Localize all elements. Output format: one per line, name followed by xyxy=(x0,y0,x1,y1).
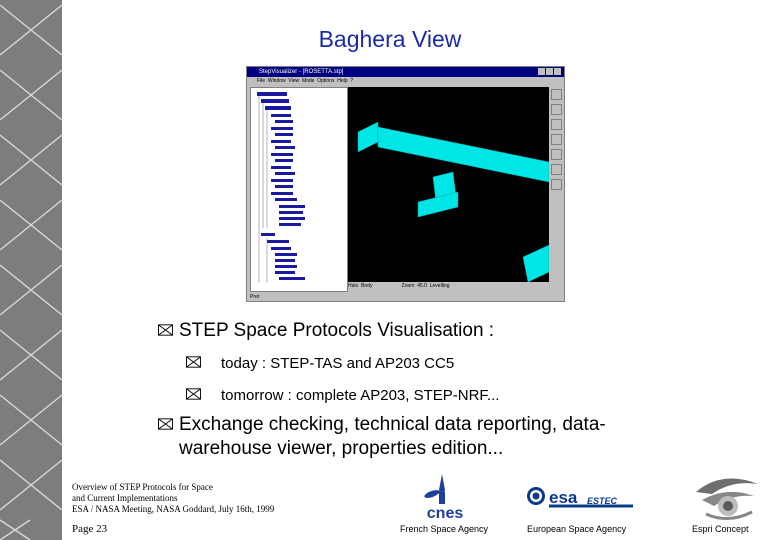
bullet-text: STEP Space Protocols Visualisation : xyxy=(179,320,495,341)
toolbar-button xyxy=(551,149,562,160)
esa-logo xyxy=(525,483,635,513)
model-tree-icon xyxy=(251,88,347,291)
footer-note xyxy=(72,482,274,515)
menu-item: File xyxy=(257,78,266,84)
footer-line: ESA / NASA Meeting, NASA Goddard, July 16th, 1999 xyxy=(72,504,275,514)
menu-item: Window xyxy=(267,78,286,84)
bullet-level2 xyxy=(186,355,454,372)
model-tree-panel xyxy=(250,87,348,292)
viewer-toolbar xyxy=(550,87,564,282)
bullet-text: Exchange checking, technical data reporting, data- xyxy=(179,414,606,435)
status-levelling: Levelling xyxy=(429,283,450,289)
footer-line: Overview of STEP Protocols for Space xyxy=(72,482,213,492)
status-halo: Halo xyxy=(348,283,359,289)
app-screenshot xyxy=(246,66,565,302)
cnes-wordmark: cnes xyxy=(426,505,464,522)
slide-title: Baghera View xyxy=(318,26,462,52)
status-zoom-value: 45.0 xyxy=(417,283,427,289)
espri-label: Espri Concept xyxy=(692,524,749,534)
bullet-level2 xyxy=(186,387,499,404)
envelope-bullet-icon xyxy=(158,324,173,336)
left-decorative-band xyxy=(0,0,62,540)
toolbar-button xyxy=(551,119,562,130)
spacecraft-model-icon xyxy=(348,87,549,282)
espri-eye-logo xyxy=(692,470,762,522)
app-menubar xyxy=(247,77,564,85)
app-status-text: Pret xyxy=(250,294,260,300)
esa-wordmark: esa xyxy=(549,488,578,507)
status-body: Body xyxy=(361,283,373,289)
menu-item: ? xyxy=(350,78,354,84)
toolbar-button xyxy=(551,134,562,145)
bullet-continuation: warehouse viewer, properties edition... xyxy=(179,438,504,459)
menu-item: Help xyxy=(337,78,348,84)
menu-item: View xyxy=(288,78,300,84)
bullet-level1 xyxy=(158,414,606,436)
envelope-bullet-icon xyxy=(158,418,173,430)
crosshatch-decoration xyxy=(0,0,62,540)
page-number: Page 23 xyxy=(72,523,108,535)
status-zoom: Zoom xyxy=(401,283,415,289)
envelope-bullet-icon xyxy=(186,388,201,400)
toolbar-button xyxy=(551,179,562,190)
menu-item: Options xyxy=(317,78,335,84)
esa-label: European Space Agency xyxy=(527,524,627,534)
envelope-bullet-icon xyxy=(186,356,201,368)
app-window-title: StepVisualizer - [ROSETTA.stp] xyxy=(247,67,564,77)
estec-wordmark: ESTEC xyxy=(587,496,618,506)
cnes-logo xyxy=(418,472,472,522)
toolbar-button xyxy=(551,164,562,175)
bullet-text: tomorrow : complete AP203, STEP-NRF... xyxy=(221,387,500,404)
menu-item: Mode xyxy=(301,78,315,84)
viewer-statusbar xyxy=(348,282,564,291)
3d-viewport xyxy=(348,87,549,282)
cnes-label: French Space Agency xyxy=(400,524,489,534)
toolbar-button xyxy=(551,104,562,115)
bullet-text: today : STEP-TAS and AP203 CC5 xyxy=(221,355,455,372)
toolbar-button xyxy=(551,89,562,100)
bullet-level1 xyxy=(158,320,494,342)
window-controls-icon xyxy=(538,68,562,76)
footer-line: and Current Implementations xyxy=(72,493,178,503)
